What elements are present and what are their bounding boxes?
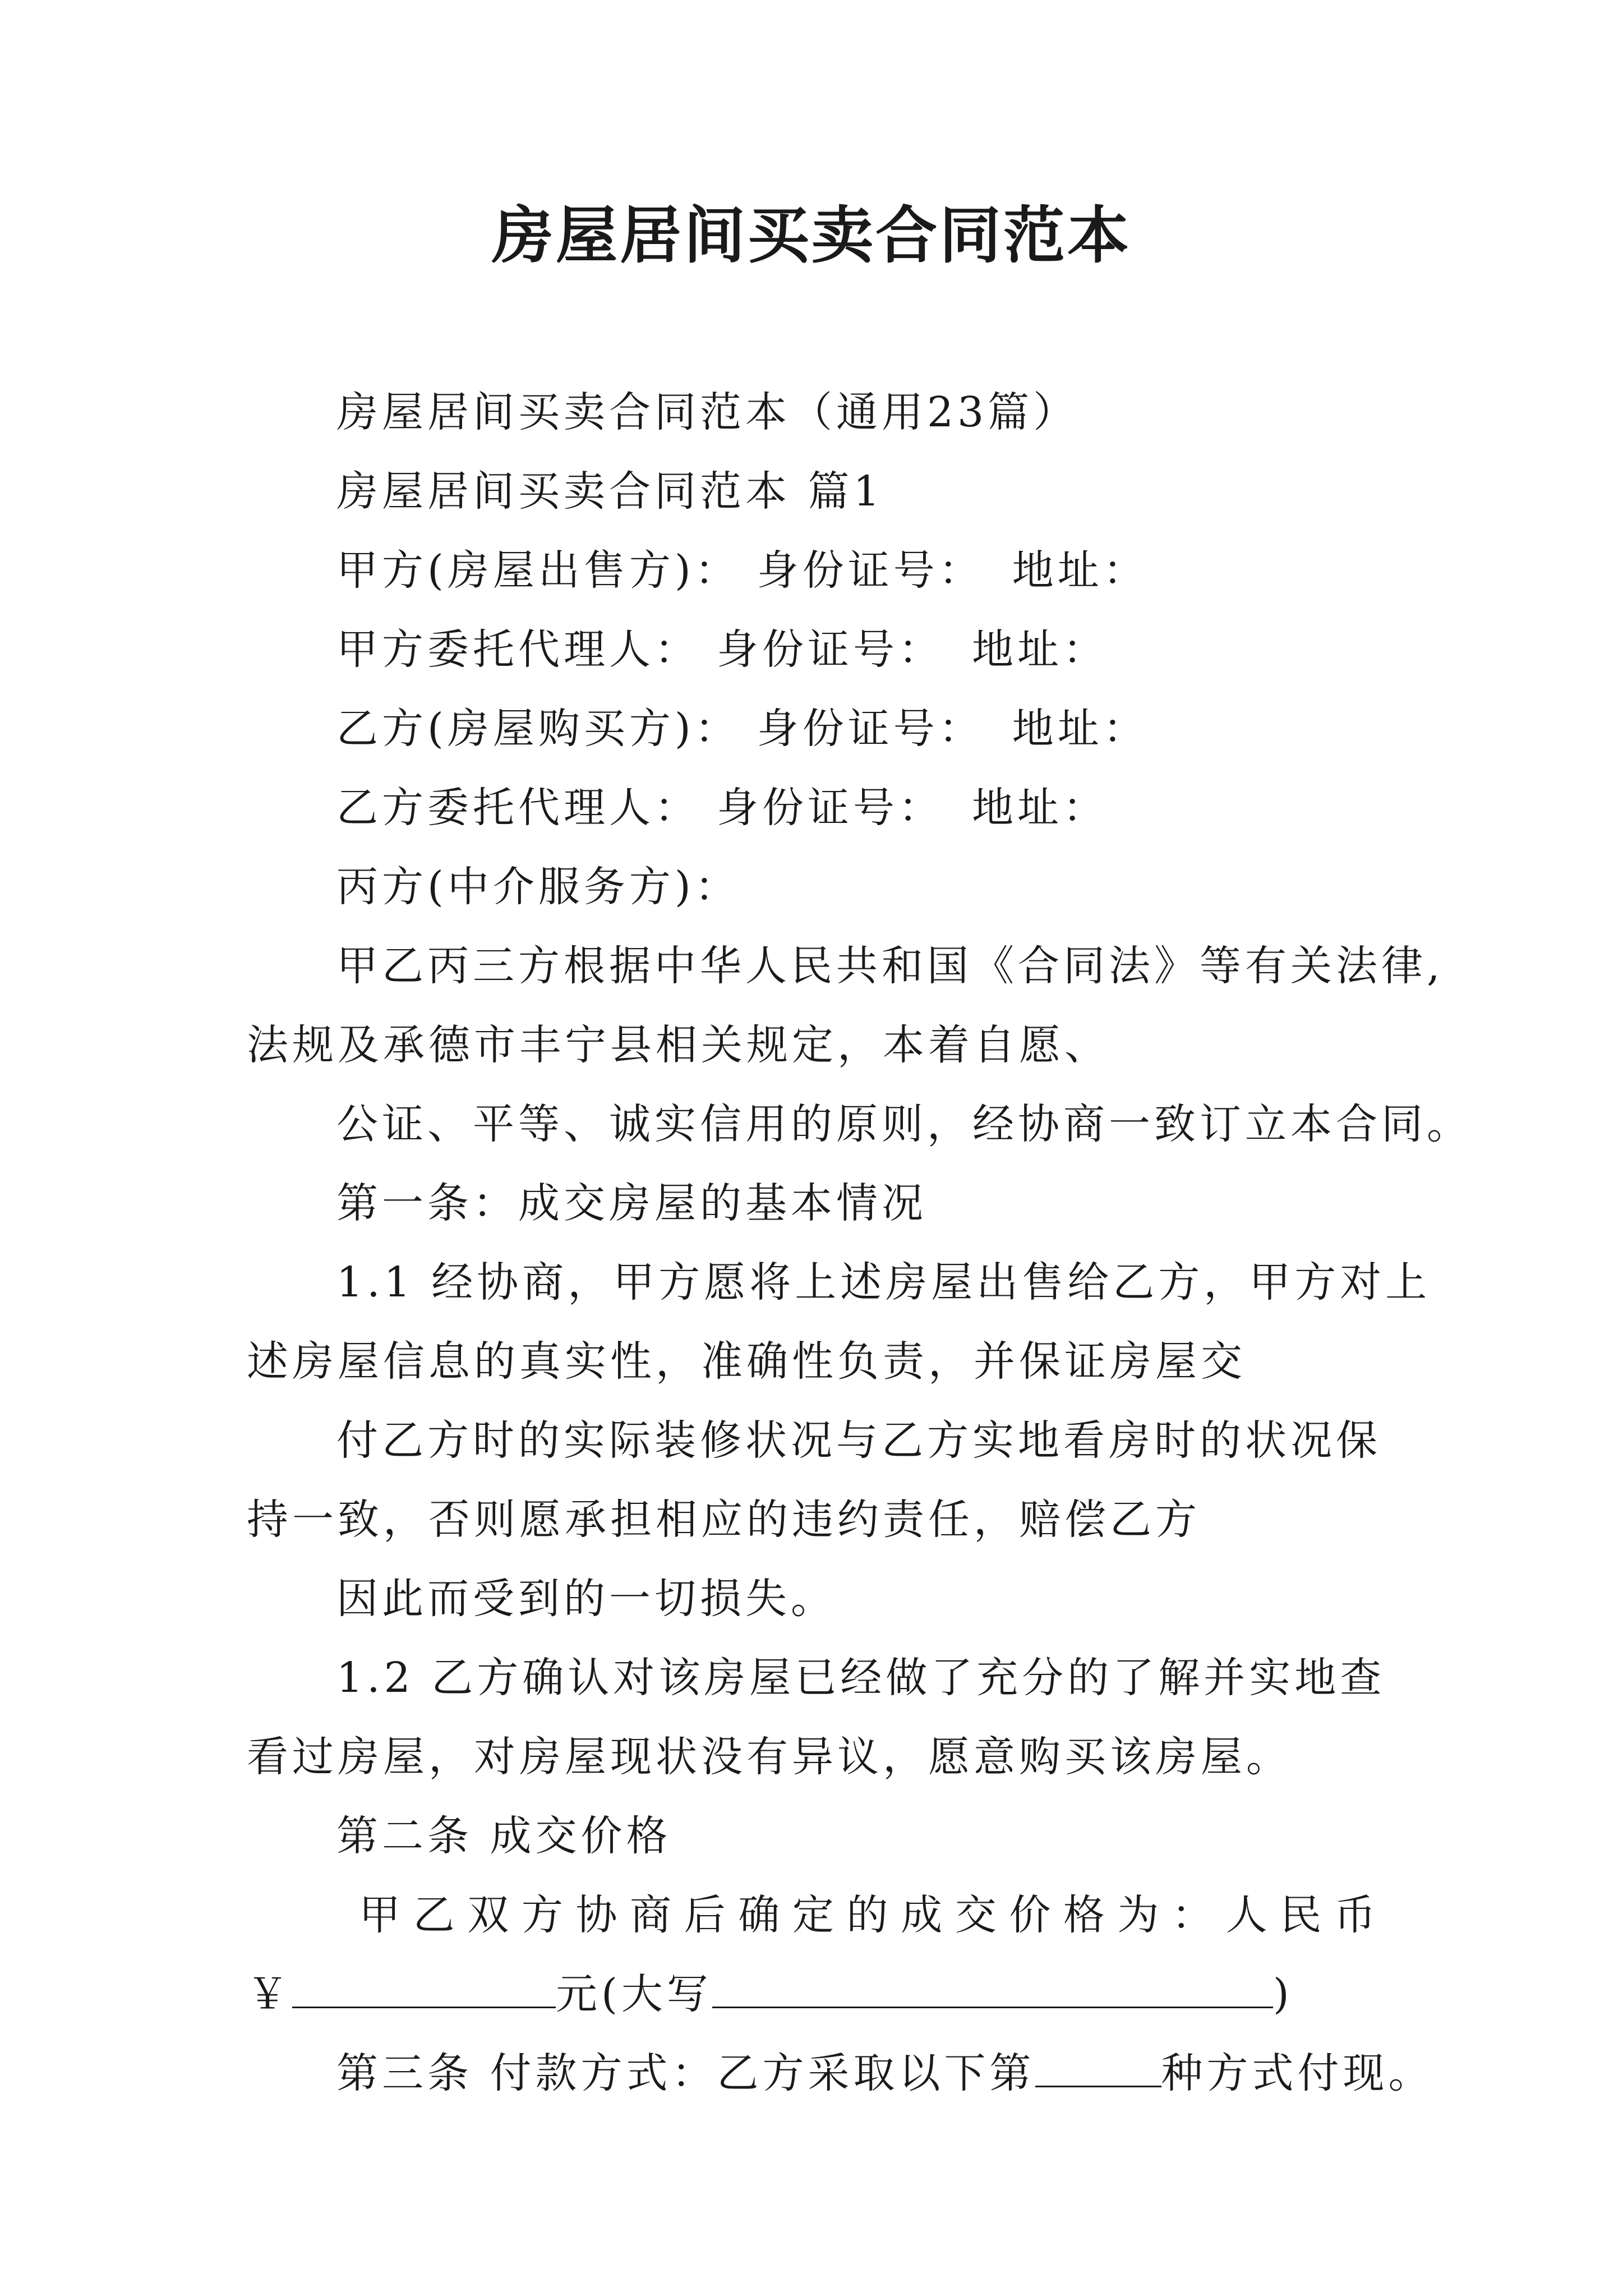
party-b-id-label: 身份证号：	[757, 705, 984, 753]
clause-1-1-line-1: 1.1 经协商，甲方愿将上述房屋出售给乙方，甲方对上	[336, 1258, 1431, 1306]
article-2-heading: 第二条 成交价格	[336, 1812, 672, 1860]
party-a-agent-address-label: 地址：	[972, 625, 1108, 674]
party-a-agent-row	[247, 610, 1380, 689]
price-fill-row	[247, 1955, 1380, 2034]
preamble-line-1: 甲乙丙三方根据中华人民共和国《合同法》等有关法律,	[336, 942, 1444, 990]
party-c-label: 丙方(中介服务方)：	[336, 863, 740, 911]
clause-1-2-line-2: 看过房屋，对房屋现状没有异议，愿意购买该房屋。	[247, 1733, 1292, 1781]
party-b-row	[247, 689, 1380, 769]
subtitle: 房屋居间买卖合同范本（通用23篇）	[336, 388, 1079, 436]
article-3-row	[247, 2034, 1434, 2113]
party-a-address-label: 地址：	[1012, 546, 1149, 595]
clause-1-1-line-5: 因此而受到的一切损失。	[336, 1575, 836, 1623]
clause-1-1-line-2: 述房屋信息的真实性，准确性负责，并保证房屋交	[247, 1337, 1246, 1386]
yuan-text: 元(大写	[556, 1970, 712, 2018]
clause-1-2-line-1: 1.2 乙方确认对该房屋已经做了充分的了解并实地查	[336, 1654, 1386, 1702]
preamble-line-2: 法规及承德市丰宁县相关规定，本着自愿、	[247, 1021, 1110, 1069]
price-uppercase-blank[interactable]	[712, 1966, 1273, 2008]
party-b-agent-label: 乙方委托代理人：	[336, 784, 700, 832]
clause-1-1-line-4: 持一致，否则愿承担相应的违约责任，赔偿乙方	[247, 1496, 1201, 1544]
currency-symbol: ￥	[247, 1970, 292, 2018]
preamble-line-3: 公证、平等、诚实信用的原则，经协商一致订立本合同。	[336, 1100, 1472, 1148]
article-1-heading: 第一条：成交房屋的基本情况	[336, 1179, 927, 1227]
section-heading: 房屋居间买卖合同范本 篇1	[336, 467, 884, 516]
article-3-text-before: 第三条 付款方式：乙方采取以下第	[336, 2049, 1035, 2097]
clause-1-1-line-3: 付乙方时的实际装修状况与乙方实地看房时的状况保	[336, 1416, 1381, 1465]
party-a-row	[247, 531, 1380, 610]
document-title: 房屋居间买卖合同范本	[492, 199, 1131, 272]
payment-method-blank[interactable]	[1035, 2045, 1161, 2087]
party-a-agent-id-label: 身份证号：	[717, 625, 944, 674]
party-a-id-label: 身份证号：	[757, 546, 984, 595]
document-body	[247, 373, 1472, 2113]
party-b-address-label: 地址：	[1012, 705, 1149, 753]
party-a-agent-label: 甲方委托代理人：	[336, 625, 700, 674]
article-3-text-after: 种方式付现。	[1161, 2049, 1434, 2097]
close-paren: )	[1272, 1970, 1293, 2018]
party-b-label: 乙方(房屋购买方)：	[336, 705, 740, 753]
party-c-row	[247, 848, 1380, 927]
party-b-agent-row	[247, 769, 1380, 848]
party-b-agent-address-label: 地址：	[972, 784, 1108, 832]
party-a-label: 甲方(房屋出售方)：	[336, 546, 740, 595]
price-line: 甲乙双方协商后确定的成交价格为：人民币	[359, 1891, 1380, 1939]
price-amount-blank[interactable]	[292, 1966, 556, 2008]
party-b-agent-id-label: 身份证号：	[717, 784, 944, 832]
